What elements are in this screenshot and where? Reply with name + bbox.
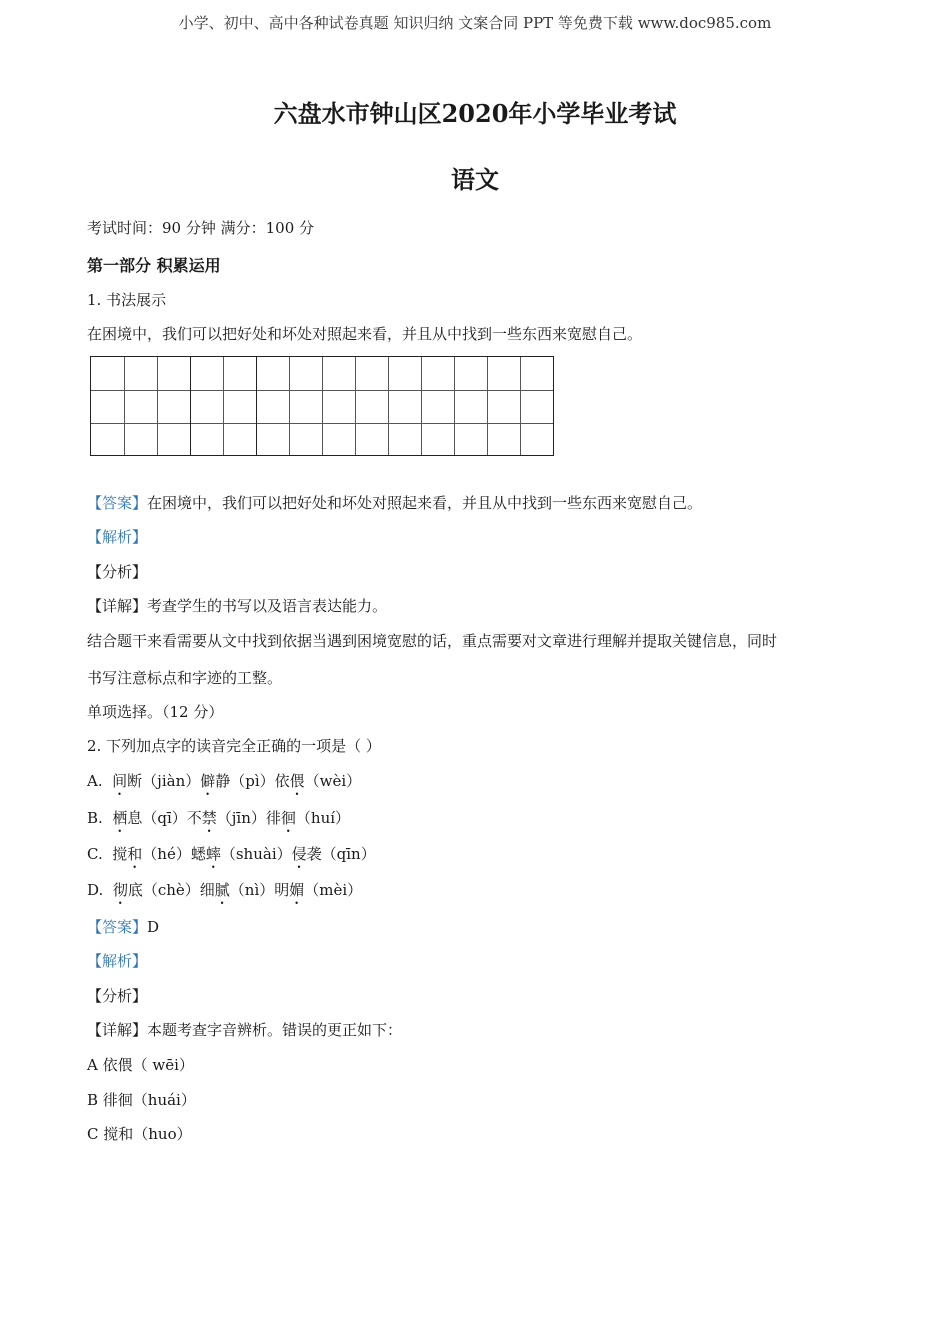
q2-analysis-tag: 【解析】 (87, 952, 148, 970)
q2-fix-c: C 搅和（huo） (87, 1125, 192, 1143)
detail-tag: 【详解】 (87, 597, 148, 615)
option-text: 静（pì）依 (215, 772, 290, 790)
answer-text: D (147, 918, 160, 936)
dotted-char: 禁 (201, 809, 217, 827)
q1-analysis-tag: 【解析】 (87, 528, 148, 546)
q1-detail (87, 595, 387, 616)
detail-text: 考查学生的书写以及语言表达能力。 (147, 597, 388, 615)
option-text: （nì）明 (229, 881, 290, 899)
q2-fenxi: 【分析】 (87, 987, 148, 1005)
q2-option-c (87, 843, 376, 872)
part1-heading: 第一部分 积累运用 (87, 256, 221, 275)
section2-heading: 单项选择。（12 分） (87, 703, 224, 721)
writing-grid (90, 356, 554, 456)
option-letter: B. (87, 809, 103, 827)
option-letter: C. (87, 845, 103, 863)
q1-sentence: 在困境中，我们可以把好处和坏处对照起来看，并且从中找到一些东西来宽慰自己。 (87, 325, 643, 343)
detail-text: 本题考查字音辨析。错误的更正如下： (147, 1021, 403, 1039)
option-letter: A. (87, 772, 103, 790)
q1-answer (87, 492, 702, 513)
dotted-char: 僻 (200, 772, 216, 790)
dotted-char: 和 (127, 845, 143, 863)
option-letter: D. (87, 881, 104, 899)
dotted-char: 腻 (214, 881, 230, 899)
exam-info: 考试时间：90 分钟 满分：100 分 (87, 219, 315, 237)
q1-explain-2: 书写注意标点和字迹的工整。 (87, 669, 283, 687)
option-text: （wèi） (304, 772, 362, 790)
page-title: 六盘水市钟山区2020年小学毕业考试 (273, 99, 677, 128)
option-text: （mèi） (304, 881, 363, 899)
option-text: 搅 (112, 845, 128, 863)
dotted-char: 蟀 (205, 845, 221, 863)
q2-option-d (87, 879, 362, 908)
dotted-char: 徊 (280, 809, 296, 827)
answer-tag: 【答案】 (87, 494, 148, 512)
dotted-char: 偎 (289, 772, 305, 790)
dotted-char: 栖 (112, 809, 128, 827)
answer-text: 在困境中，我们可以把好处和坏处对照起来看，并且从中找到一些东西来宽慰自己。 (147, 494, 703, 512)
option-text: 息（qī）不 (127, 809, 202, 827)
page-header: 小学、初中、高中各种试卷真题 知识归纳 文案合同 PPT 等免费下载 www.doc985.com (178, 14, 772, 32)
subject-title: 语文 (451, 165, 499, 194)
q1-label: 1. 书法展示 (87, 291, 167, 309)
dotted-char: 彻 (112, 881, 128, 899)
q2-answer (87, 916, 159, 937)
option-text: （jīn）徘 (216, 809, 281, 827)
dotted-char: 侵 (291, 845, 307, 863)
answer-tag: 【答案】 (87, 918, 148, 936)
option-text: （hé）蟋 (142, 845, 206, 863)
q1-fenxi: 【分析】 (87, 563, 148, 581)
option-text: 底（chè）细 (127, 881, 215, 899)
dotted-char: 间 (112, 772, 128, 790)
q2-detail (87, 1019, 402, 1040)
q2-option-b (87, 807, 350, 836)
option-text: 断（jiàn） (127, 772, 201, 790)
option-text: （huí） (295, 809, 351, 827)
q2-label: 2. 下列加点字的读音完全正确的一项是（ ） (87, 737, 381, 755)
option-text: （shuài） (220, 845, 292, 863)
q2-fix-a: A 依偎（ wēi） (87, 1056, 194, 1074)
q2-option-a (87, 770, 361, 799)
q1-explain-1: 结合题干来看需要从文中找到依据当遇到困境宽慰的话，重点需要对文章进行理解并提取关键信息，同时 (87, 632, 778, 650)
option-text: 袭（qīn） (306, 845, 376, 863)
detail-tag: 【详解】 (87, 1021, 148, 1039)
dotted-char: 媚 (289, 881, 305, 899)
q2-fix-b: B 徘徊（huái） (87, 1091, 196, 1109)
